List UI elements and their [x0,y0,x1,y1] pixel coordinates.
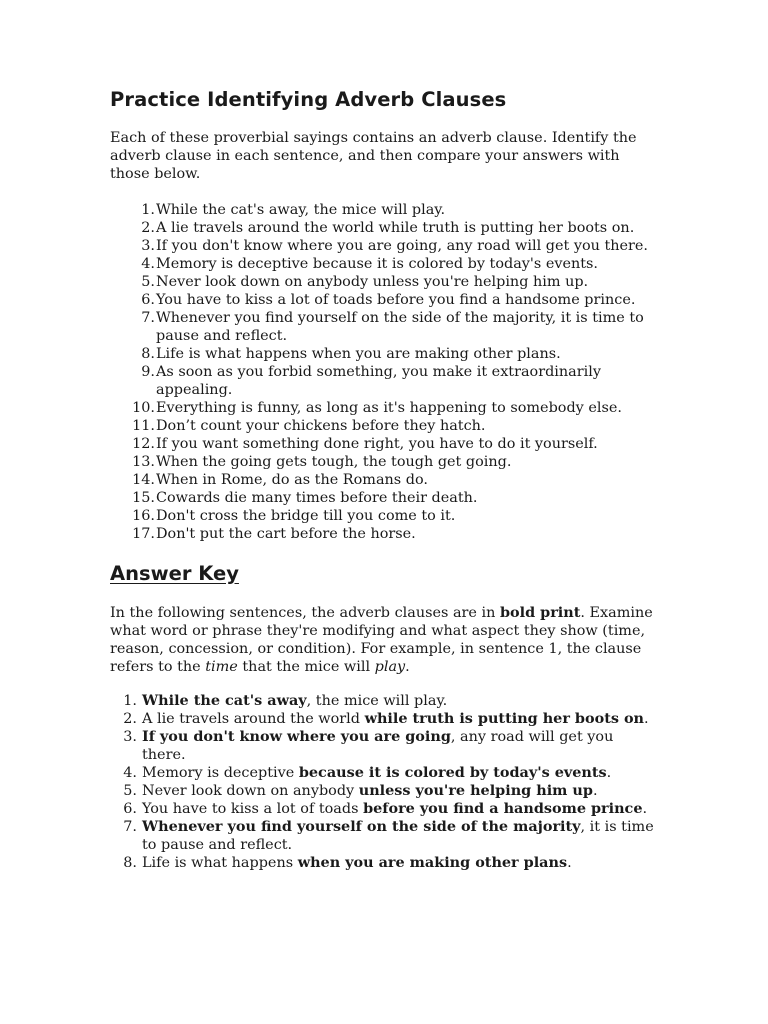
list-item: 11. Don’t count your chickens before they hatch. [132,418,486,434]
list-item: 15. Cowards die many times before their death. [132,490,478,506]
list-item: 2. A lie travels around the world while truth is putting her boots on. [123,710,649,727]
answer-key-heading: Answer Key [110,562,239,585]
list-item: 13. When the going gets tough, the tough get going. [132,454,512,470]
list-item: 4. Memory is deceptive because it is colored by today's events. [123,764,612,781]
list-item: 12. If you want something done right, you have to do it yourself. [132,436,598,452]
list-item: 1. While the cat's away, the mice will play. [141,202,446,218]
list-item: 8. Life is what happens when you are making other plans. [141,346,561,362]
intro-paragraph: Each of these proverbial sayings contains an adverb clause. Identify the adverb clause in each sentence, and then compare your answers with those below. [110,130,637,182]
list-item: 1. While the cat's away, the mice will play. [123,692,448,709]
list-item: 10. Everything is funny, as long as it's happening to somebody else. [132,400,622,416]
answer-intro-paragraph: In the following sentences, the adverb clauses are in bold print. Examine what word or phrase they're modifying and what aspect they show (time, reason, concession, or condition). For example, in sentence 1, the clause refers to the time that the mice will play. [110,604,653,675]
page-title: Practice Identifying Adverb Clauses [110,88,507,111]
answer-list [110,692,660,872]
list-item: 5. Never look down on anybody unless you're helping him up. [123,782,598,799]
list-item: 6. You have to kiss a lot of toads before you find a handsome prince. [141,292,636,308]
list-item: 2. A lie travels around the world while truth is putting her boots on. [141,220,635,236]
list-item: 7. Whenever you find yourself on the side of the majority, it is time to pause and reflect. [123,818,654,853]
list-item: 9. As soon as you forbid something, you make it extraordinarily appealing. [141,364,601,398]
list-item: 7. Whenever you find yourself on the side of the majority, it is time to pause and reflect. [141,310,644,344]
list-item: 6. You have to kiss a lot of toads before you find a handsome prince. [123,800,648,817]
sentence-list [110,201,660,543]
list-item: 17. Don't put the cart before the horse. [132,526,416,542]
list-item: 3. If you don't know where you are going, any road will get you there. [141,238,649,254]
list-item: 3. If you don't know where you are going, any road will get you there. [123,728,614,763]
list-item: 8. Life is what happens when you are making other plans. [123,854,572,871]
list-item: 14. When in Rome, do as the Romans do. [132,472,428,488]
list-item: 16. Don't cross the bridge till you come to it. [132,508,456,524]
list-item: 5. Never look down on anybody unless you're helping him up. [141,274,589,290]
list-item: 4. Memory is deceptive because it is colored by today's events. [141,256,599,272]
